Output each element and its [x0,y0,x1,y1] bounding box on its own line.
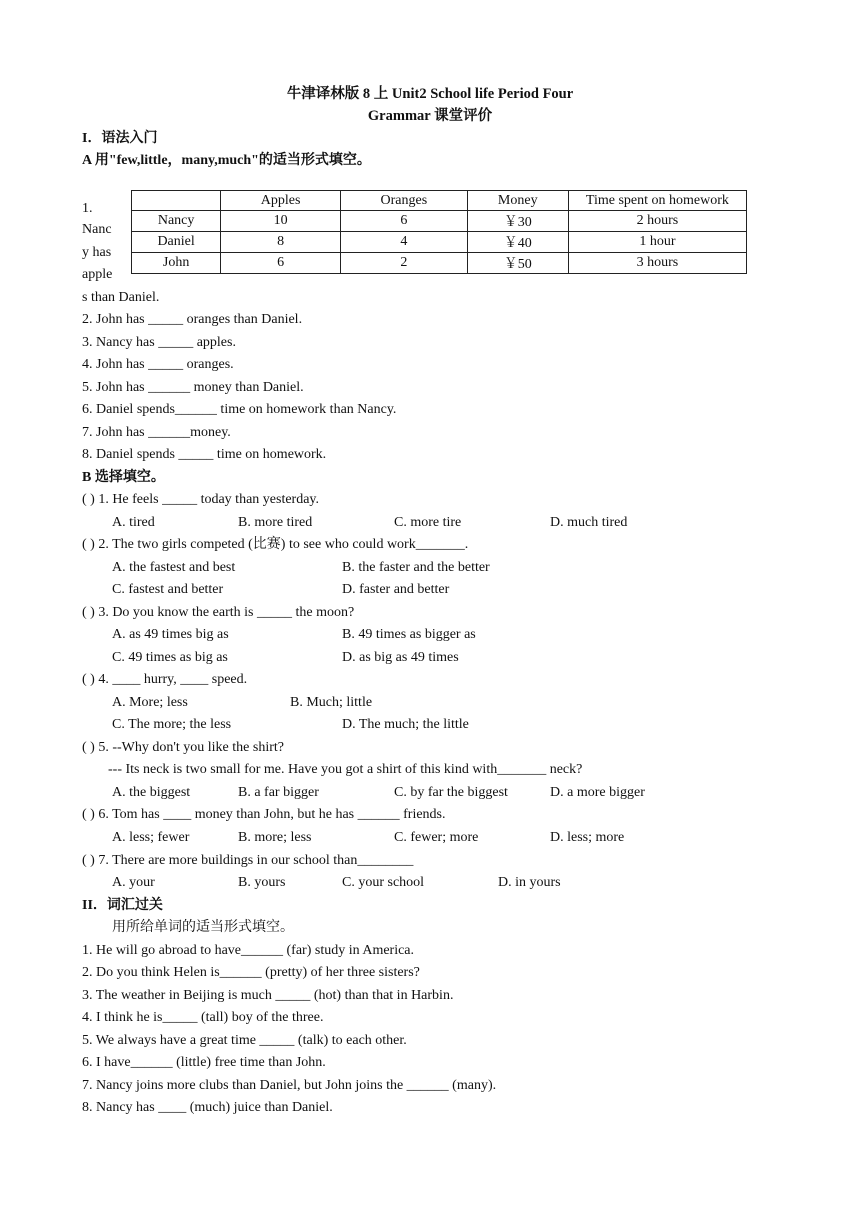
mc-question-stem-continued: --- Its neck is two small for me. Have you got a shirt of this kind with_______ neck? [108,762,583,777]
mc-option: C. by far the biggest [394,785,508,800]
table-cell: Nancy [132,211,221,232]
q1-fragment: Nanc [82,222,112,237]
mc-option: D. The much; the little [342,717,469,732]
mc-option: C. 49 times as big as [112,650,228,665]
mc-option: D. as big as 49 times [342,650,459,665]
mc-question-stem: ( ) 4. ____ hurry, ____ speed. [82,672,248,687]
vocab-question: 4. I think he is_____ (tall) boy of the three. [82,1010,324,1025]
mc-question-stem: ( ) 6. Tom has ____ money than John, but he has ______ friends. [82,807,446,822]
table-header-cell: Time spent on homework [568,191,746,211]
section2-heading: II．词汇过关 [82,898,163,913]
title-line-2: Grammar 课堂评价 [367,108,493,124]
mc-option: A. More; less [112,695,188,710]
table-cell: 4 [340,232,467,253]
partA-question: 4. John has _____ oranges. [82,357,234,372]
partA-question: 2. John has _____ oranges than Daniel. [82,312,303,327]
partA-heading: A 用"few,little，many,much"的适当形式填空。 [82,153,371,168]
section2-instruction: 用所给单词的适当形式填空。 [112,920,294,935]
q1-fragment: 1. [82,201,93,216]
table-header-cell: Oranges [340,191,467,211]
section1-heading: I．语法入门 [82,131,158,146]
table-row [132,232,747,253]
table-header-cell: Apples [221,191,341,211]
mc-option: A. tired [112,515,155,530]
mc-option: D. less; more [550,830,625,845]
table-cell: 8 [221,232,341,253]
table-cell: 3 hours [568,253,746,274]
mc-option: B. Much; little [290,695,373,710]
mc-option: A. as 49 times big as [112,627,229,642]
vocab-question: 5. We always have a great time _____ (talk) to each other. [82,1033,407,1048]
table-cell: ￥40 [467,232,568,253]
partA-question: 8. Daniel spends _____ time on homework. [82,447,327,462]
mc-option: C. fewer; more [394,830,479,845]
mc-option: C. your school [342,875,425,890]
mc-option: D. much tired [550,515,628,530]
table-cell: 1 hour [568,232,746,253]
table-cell: Daniel [132,232,221,253]
mc-option: C. fastest and better [112,582,224,597]
table-row [132,211,747,232]
mc-question-stem: ( ) 7. There are more buildings in our school than________ [82,853,414,868]
table-row [132,253,747,274]
partA-question: 6. Daniel spends______ time on homework than Nancy. [82,402,397,417]
table-header-cell [132,191,221,211]
mc-question-stem: ( ) 2. The two girls competed (比赛) to see who could work_______. [82,537,469,552]
vocab-question: 8. Nancy has ____ (much) juice than Daniel. [82,1100,333,1115]
partA-question: 7. John has ______money. [82,425,231,440]
mc-question-stem: ( ) 3. Do you know the earth is _____ the moon? [82,605,355,620]
mc-question-stem: ( ) 1. He feels _____ today than yesterday. [82,492,320,507]
comparison-table [131,190,747,274]
table-cell: 6 [221,253,341,274]
table-cell: 2 hours [568,211,746,232]
mc-option: B. the faster and the better [342,560,490,575]
mc-option: B. yours [238,875,286,890]
mc-option: A. your [112,875,155,890]
mc-option: A. the fastest and best [112,560,236,575]
vocab-question: 3. The weather in Beijing is much _____ (hot) than that in Harbin. [82,988,454,1003]
partA-question: 5. John has ______ money than Daniel. [82,380,304,395]
table-cell: 6 [340,211,467,232]
partA-question: 3. Nancy has _____ apples. [82,335,236,350]
table-header-cell: Money [467,191,568,211]
table-cell: ￥30 [467,211,568,232]
vocab-question: 2. Do you think Helen is______ (pretty) of her three sisters? [82,965,420,980]
vocab-question: 6. I have______ (little) free time than John. [82,1055,326,1070]
mc-option: B. a far bigger [238,785,319,800]
q1-fragment: s than Daniel. [82,290,160,305]
mc-option: B. 49 times as bigger as [342,627,476,642]
table-cell: John [132,253,221,274]
partB-heading: B 选择填空。 [82,470,165,485]
mc-option: A. less; fewer [112,830,190,845]
q1-fragment: apple [82,267,113,282]
mc-option: C. more tire [394,515,462,530]
mc-option: D. in yours [498,875,561,890]
mc-option: A. the biggest [112,785,191,800]
vocab-question: 1. He will go abroad to have______ (far) study in America. [82,943,415,958]
mc-option: C. The more; the less [112,717,232,732]
mc-option: D. a more bigger [550,785,645,800]
mc-question-stem: ( ) 5. --Why don't you like the shirt? [82,740,284,755]
title-line-1: 牛津译林版 8 上 Unit2 School life Period Four [286,86,574,102]
table-cell: 2 [340,253,467,274]
mc-option: B. more tired [238,515,313,530]
q1-fragment: y has [82,245,112,260]
mc-option: D. faster and better [342,582,450,597]
table-header-row [132,191,747,211]
table-cell: ￥50 [467,253,568,274]
vocab-question: 7. Nancy joins more clubs than Daniel, but John joins the ______ (many). [82,1078,497,1093]
mc-option: B. more; less [238,830,312,845]
table-cell: 10 [221,211,341,232]
